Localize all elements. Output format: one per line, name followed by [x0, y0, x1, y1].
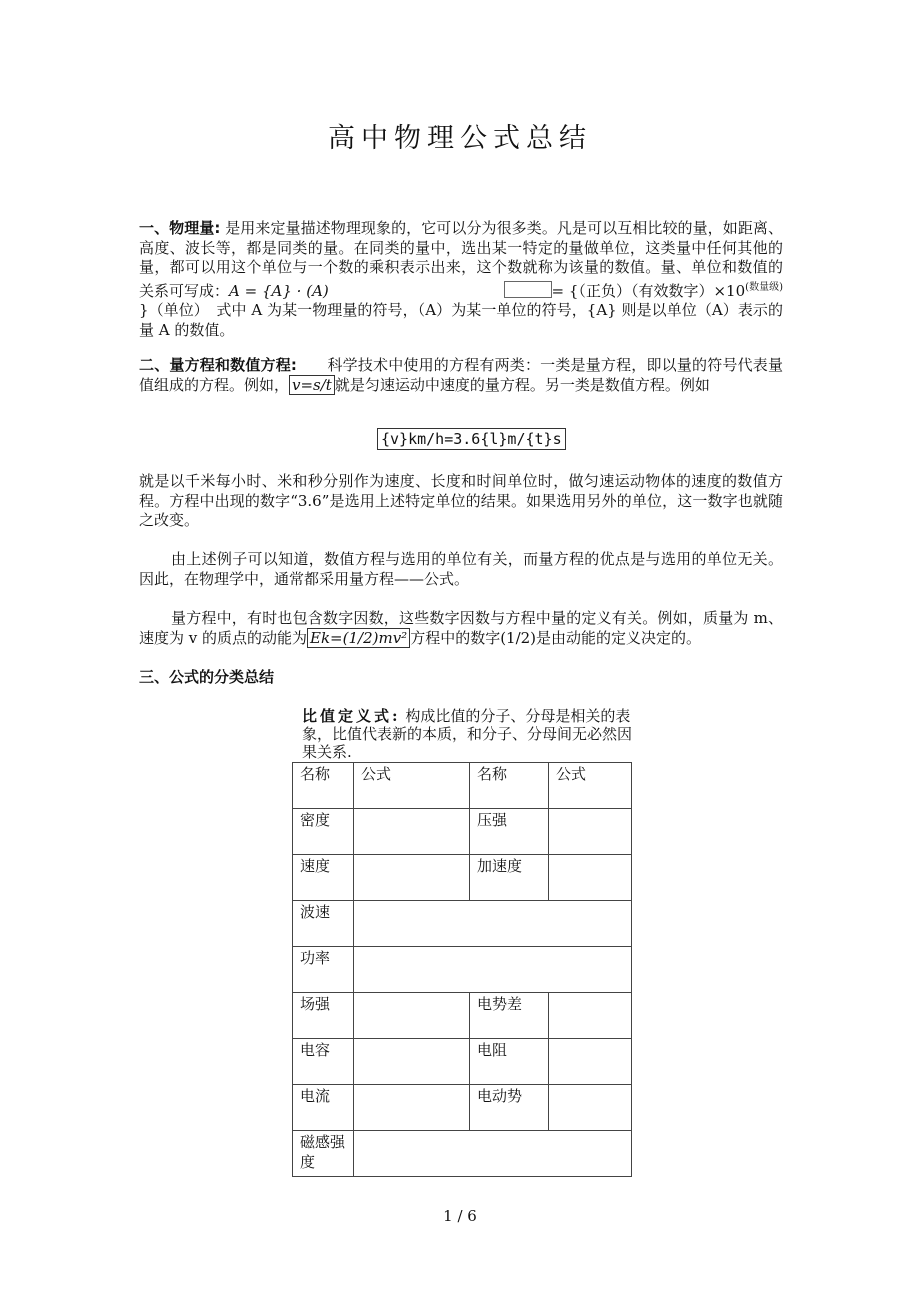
section2-heading: 二、量方程和数值方程: [139, 356, 297, 374]
formula-cell[interactable] [354, 809, 470, 855]
section3-heading: 三、公式的分类总结 [139, 668, 275, 686]
table-row [293, 1131, 632, 1177]
numeric-equation-box: {v}km/h=3.6{l}m/{t}s [377, 428, 566, 450]
formula-cell[interactable] [549, 855, 632, 901]
section-physical-quantity: 一、物理量: 是用来定量描述物理现象的，它可以分为很多类。凡是可以互相比较的量，如距离、高度、波长等，都是同类的量。在同类的量中，选出某一特定的量做单位，这类量中任何其他的量，都可以用这个单位与一个数的乘积表示出来，这个数就称为该量的数值。量、单位和数值的关系可写成：A = {A} · (A) = {（正负）（有效数字）$\times 10^{(数量级)}$ }（单位） 式中 A 为某一物理量的符号，（A）为某一单位的符号，{A} 则是以单位（A）表示的量 A 的数值。 [139, 219, 783, 339]
row-label: 压强 [470, 809, 549, 855]
row-label: 电容 [293, 1039, 354, 1085]
magnitude-superscript: (数量级) [745, 281, 783, 293]
formula-cell[interactable] [354, 1085, 470, 1131]
velocity-equation-box: v=s/t [289, 375, 335, 395]
row-label: 场强 [293, 993, 354, 1039]
document-title: 高中物理公式总结 [328, 123, 592, 154]
formula-table [292, 762, 632, 1177]
formula-cell[interactable] [354, 1039, 470, 1085]
header-name: 名称 [470, 763, 549, 809]
row-label: 磁感强度 [293, 1131, 354, 1177]
row-label: 电势差 [470, 993, 549, 1039]
formula-cell[interactable] [549, 1085, 632, 1131]
formula-cell[interactable] [354, 855, 470, 901]
section-equations: 二、量方程和数值方程: 科学技术中使用的方程有两类：一类是量方程，即以量的符号代表量值组成的方程。例如， v=s/t 就是匀速运动中速度的量方程。另一类是数值方程。例如 [139, 356, 783, 394]
section1-text: 是用来定量描述物理现象的，它可以分为很多类。凡是可以互相比较的量，如距离、高度、波长等，都是同类的量。在同类的量中，选出某一特定的量做单位，这类量中任何其他的量，都可以用这个单位与一个数的乘积表示出来，这个数就称为该量的数值。量、单位和数值的关系可写成： [139, 219, 783, 300]
formula-cell[interactable] [549, 809, 632, 855]
formula-cell[interactable] [354, 947, 632, 993]
row-label: 电阻 [470, 1039, 549, 1085]
header-formula: 公式 [354, 763, 470, 809]
table-header-row [293, 763, 632, 809]
ratio-definition-note: 比值定义式: 构成比值的分子、分母是相关的表象，比值代表新的本质，和分子、分母间无必然因果关系. [302, 707, 633, 761]
row-label: 波速 [293, 901, 354, 947]
row-label: 功率 [293, 947, 354, 993]
table-row [293, 1085, 632, 1131]
formula-cell[interactable] [354, 1131, 632, 1177]
ratio-definition-label: 比值定义式: [302, 707, 401, 725]
page-number: 1 / 6 [443, 1207, 477, 1225]
table-row [293, 1039, 632, 1085]
formula-cell[interactable] [354, 993, 470, 1039]
numeric-factor-paragraph: 量方程中，有时也包含数字因数，这些数字因数与方程中量的定义有关。例如，质量为 m、速度为 v 的质点的动能为 Ek=(1/2)mv² 方程中的数字(1/2)是由动能的定义决定的。 [139, 609, 783, 647]
quantity-formula: A = {A} · (A) [229, 281, 329, 300]
kinetic-energy-equation-box: Ek=(1/2)mv² [307, 628, 410, 648]
row-label: 速度 [293, 855, 354, 901]
header-formula: 公式 [549, 763, 632, 809]
table-row [293, 993, 632, 1039]
row-label: 电流 [293, 1085, 354, 1131]
formula-cell[interactable] [354, 901, 632, 947]
numeric-equation-explanation: 就是以千米每小时、米和秒分别作为速度、长度和时间单位时，做匀速运动物体的速度的数值方程。方程中出现的数字“3.6”是选用上述特定单位的结果。如果选用另外的单位，这一数字也就随之改变。 [139, 472, 783, 529]
table-row [293, 855, 632, 901]
section1-heading: 一、物理量 [139, 219, 215, 237]
row-label: 密度 [293, 809, 354, 855]
row-label: 电动势 [470, 1085, 549, 1131]
formula-cell[interactable] [549, 993, 632, 1039]
table-row [293, 809, 632, 855]
row-label: 加速度 [470, 855, 549, 901]
formula-cell[interactable] [549, 1039, 632, 1085]
table-row [293, 947, 632, 993]
empty-formula-box [504, 281, 552, 298]
header-name: 名称 [293, 763, 354, 809]
table-row [293, 901, 632, 947]
quantity-equation-advantage: 由上述例子可以知道，数值方程与选用的单位有关，而量方程的优点是与选用的单位无关。因此，在物理学中，通常都采用量方程——公式。 [139, 550, 783, 588]
